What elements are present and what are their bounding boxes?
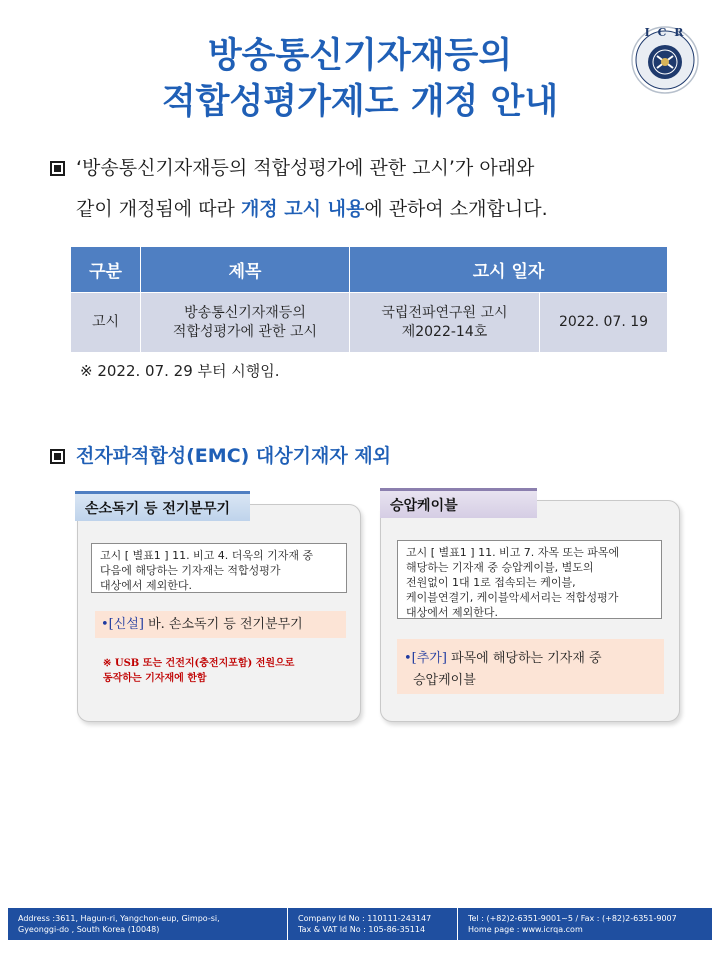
logo-text: I C R <box>644 26 686 39</box>
table-header-date: 고시 일자 <box>350 247 668 293</box>
card-booster-cable-tab: 승압케이블 <box>380 488 537 518</box>
footer <box>8 908 712 940</box>
card-booster-cable-item: •[추가] 파목에 해당하는 기자재 중 승압케이블 <box>397 639 664 694</box>
page-title-line1: 방송통신기자재등의 <box>207 36 513 76</box>
cell-title: 방송통신기자재등의 적합성평가에 관한 고시 <box>141 293 350 353</box>
page-title-line2: 적합성평가제도 개정 안내 <box>161 82 559 122</box>
footer-contact: Tel : (+82)2-6351-9001~5 / Fax : (+82)2-6351-9007 Home page : www.icrqa.com <box>468 914 677 934</box>
section2-title: 전자파적합성(EMC) 대상기재자 제외 <box>76 445 392 467</box>
card-sprayer-red-note: ※ USB 또는 건전지(충전지포함) 전원으로 동작하는 기자재에 한함 <box>103 658 295 684</box>
effective-date-note: ※ 2022. 07. 29 부터 시행임. <box>80 362 280 380</box>
intro-line1: ‘방송통신기자재등의 적합성평가에 관한 고시’가 아래와 <box>76 157 535 179</box>
card-sprayer-notice-box: 고시 [ 별표1 ] 11. 비고 4. 더욱의 기자재 중 다음에 해당하는 기자재는 적합성평가 대상에서 제외한다. <box>91 543 347 593</box>
footer-company-ids: Company Id No : 110111-243147 Tax & VAT Id No : 105-86-35114 <box>288 908 458 940</box>
section-bullet-icon <box>50 161 65 176</box>
cell-type: 고시 <box>71 293 141 353</box>
section-bullet-icon <box>50 449 65 464</box>
card-sprayer-tab: 손소독기 등 전기분무기 <box>75 491 250 521</box>
cell-date: 2022. 07. 19 <box>540 293 668 353</box>
cell-issuer: 국립전파연구원 고시 제2022-14호 <box>350 293 540 353</box>
table-header-title: 제목 <box>141 247 350 293</box>
intro-highlight: 개정 고시 내용 <box>240 198 365 220</box>
table-row <box>71 293 668 353</box>
table-header-type: 구분 <box>71 247 141 293</box>
intro-line2: 같이 개정됨에 따라 개정 고시 내용에 관하여 소개합니다. <box>76 198 548 220</box>
card-sprayer-item: •[신설] 바. 손소독기 등 전기분무기 <box>95 611 346 638</box>
footer-address: Address :3611, Hagun-ri, Yangchon-eup, Gimpo-si, Gyeonggi-do , South Korea (10048) <box>8 908 288 940</box>
card-booster-cable-notice-box: 고시 [ 별표1 ] 11. 비고 7. 자목 또는 파목에 해당하는 기자재 중 승압케이블, 별도의 전원없이 1대 1로 접속되는 케이블, 케이블연결기, 케이블악세서리는 적합성평가 대상에서 제외한다. <box>397 540 662 619</box>
notice-table <box>70 246 668 353</box>
